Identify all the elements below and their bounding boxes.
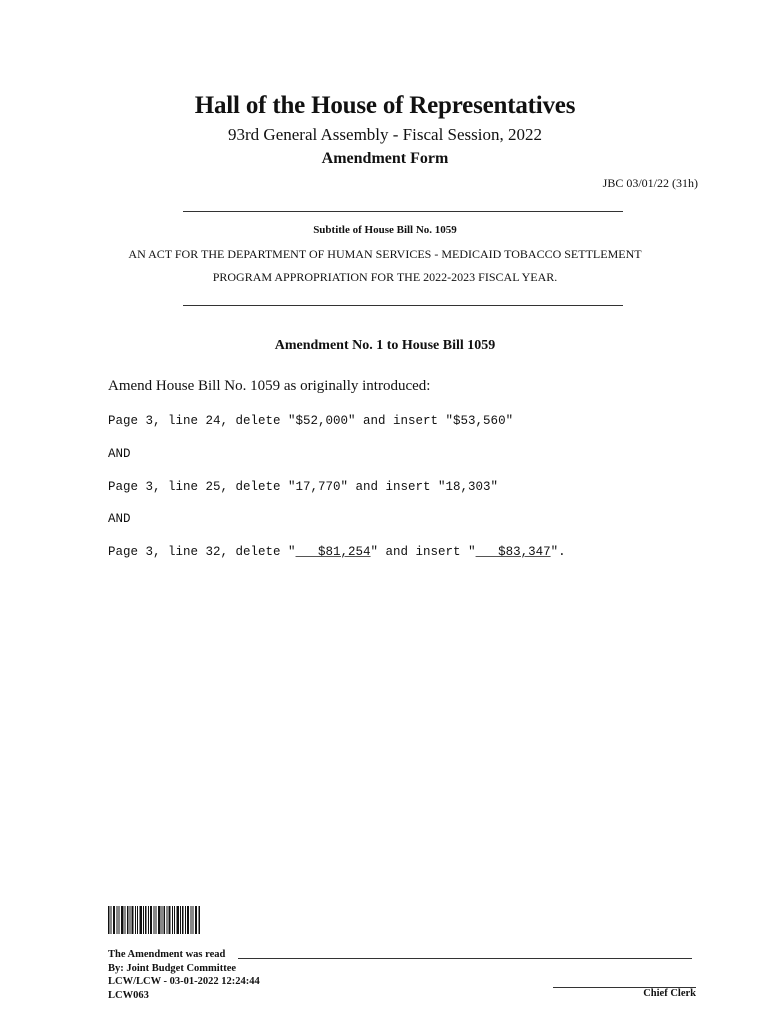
instruction-3-mid: " and insert " bbox=[370, 545, 476, 559]
and-connector-1: AND bbox=[108, 447, 131, 461]
instruction-3-suffix: ". bbox=[550, 545, 566, 559]
reference-code: JBC 03/01/22 (31h) bbox=[602, 176, 698, 190]
amendment-read-signature-line bbox=[238, 958, 692, 959]
deleted-amount: $81,254 bbox=[295, 545, 371, 559]
document-code: LCW063 bbox=[108, 989, 149, 1001]
form-title: Amendment Form bbox=[321, 150, 449, 167]
instruction-3-prefix: Page 3, line 32, delete " bbox=[108, 545, 296, 559]
subtitle-label: Subtitle of House Bill No. 1059 bbox=[313, 224, 457, 236]
drafter-timestamp: LCW/LCW - 03-01-2022 12:24:44 bbox=[108, 976, 260, 987]
act-title-line-1: AN ACT FOR THE DEPARTMENT OF HUMAN SERVICES - MEDICAID TOBACCO SETTLEMENT bbox=[128, 247, 642, 261]
barcode-image bbox=[108, 906, 200, 934]
session-line: 93rd General Assembly - Fiscal Session, 2022 bbox=[228, 125, 542, 144]
top-divider bbox=[183, 211, 623, 212]
and-connector-2: AND bbox=[108, 512, 131, 526]
act-title-line-2: PROGRAM APPROPRIATION FOR THE 2022-2023 FISCAL YEAR. bbox=[212, 270, 558, 284]
page-title: Hall of the House of Representatives bbox=[194, 92, 576, 119]
bottom-divider bbox=[183, 305, 623, 306]
amendment-instruction-3 bbox=[108, 545, 566, 559]
amendment-instruction-1: Page 3, line 24, delete "$52,000" and insert "$53,560" bbox=[108, 414, 514, 428]
amendment-heading: Amendment No. 1 to House Bill 1059 bbox=[274, 338, 496, 353]
amendment-intro: Amend House Bill No. 1059 as originally introduced: bbox=[108, 378, 431, 394]
inserted-amount: $83,347 bbox=[475, 545, 551, 559]
sponsor-line: By: Joint Budget Committee bbox=[108, 962, 237, 974]
amendment-read-label: The Amendment was read bbox=[108, 949, 226, 960]
amendment-instruction-2: Page 3, line 25, delete "17,770" and insert "18,303" bbox=[108, 480, 499, 494]
chief-clerk-label: Chief Clerk bbox=[643, 988, 696, 999]
